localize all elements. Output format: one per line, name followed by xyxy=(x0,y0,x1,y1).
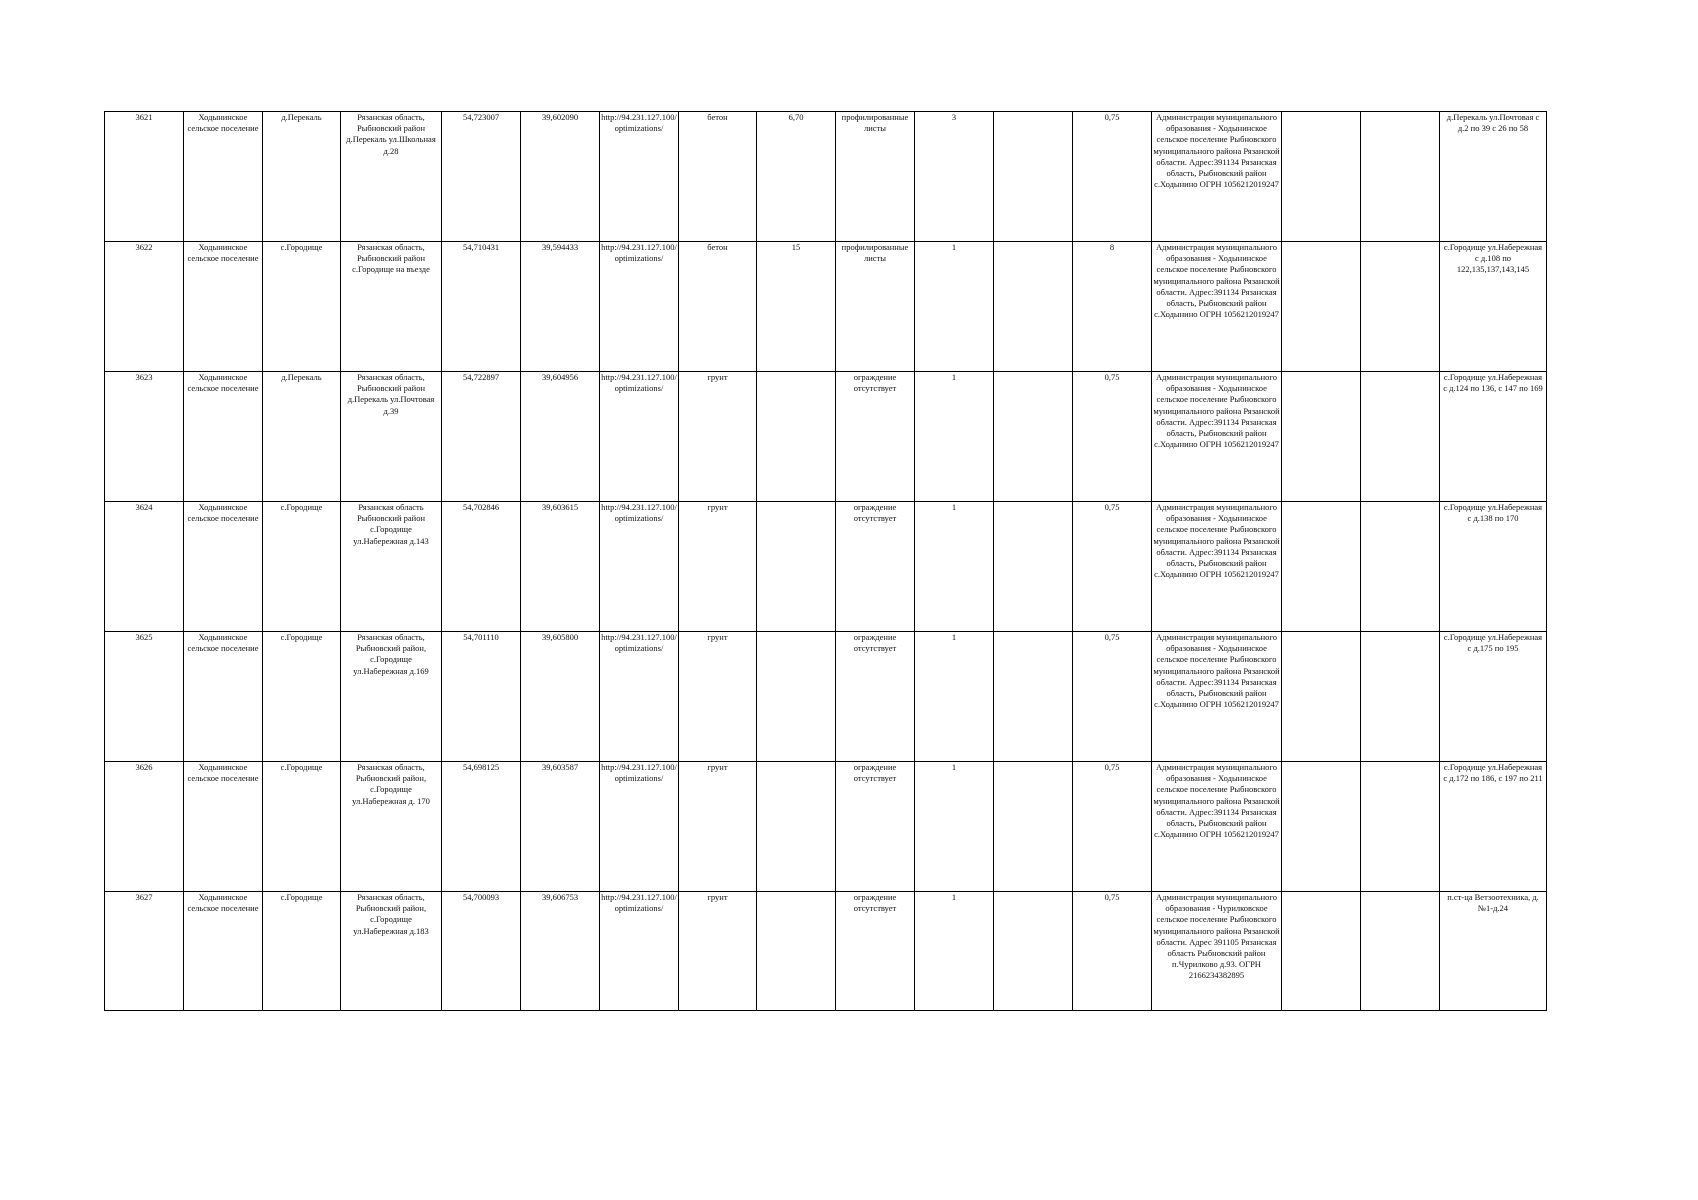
cell-area: 15 xyxy=(757,242,836,372)
cell-address: Рязанская область, Рыбновский район, с.Городище ул.Набережная д.183 xyxy=(341,892,442,1011)
cell-volume: 0,75 xyxy=(1073,372,1152,502)
waste-sites-table xyxy=(104,111,1547,1011)
cell-number: 3627 xyxy=(105,892,184,1011)
cell-latitude: 54,710431 xyxy=(442,242,521,372)
cell-longitude: 39,603615 xyxy=(521,502,600,632)
cell-fence: профилированные листы xyxy=(836,242,915,372)
cell-locality: с.Городище xyxy=(263,242,341,372)
cell-fence: профилированные листы xyxy=(836,112,915,242)
cell-number: 3625 xyxy=(105,632,184,762)
cell-owner: Администрация муниципального образования - Ходынинское сельское поселение Рыбновского муниципального района Рязанской области. Адрес:391134 Рязанская область, Рыбновский район с.Ходынино ОГРН 1056212019247 xyxy=(1152,242,1282,372)
cell-number: 3622 xyxy=(105,242,184,372)
cell-settlement: Ходынинское сельское поселение xyxy=(184,372,263,502)
cell-volume: 0,75 xyxy=(1073,892,1152,1011)
cell-latitude: 54,722897 xyxy=(442,372,521,502)
cell-surface: бетон xyxy=(679,242,757,372)
cell-fence: ограждение отсутствует xyxy=(836,502,915,632)
cell-surface: бетон xyxy=(679,112,757,242)
cell-locality: с.Городище xyxy=(263,502,341,632)
table-row xyxy=(105,762,1547,892)
cell-locality: с.Городище xyxy=(263,632,341,762)
cell-sources: д.Перекаль ул.Почтовая с д.2 по 39 с 26 по 58 xyxy=(1440,112,1547,242)
cell-sources: п.ст-ца Ветзоотехника, д.№1-д.24 xyxy=(1440,892,1547,1011)
cell-locality: д.Перекаль xyxy=(263,112,341,242)
cell-latitude: 54,698125 xyxy=(442,762,521,892)
table-row xyxy=(105,502,1547,632)
cell-number: 3621 xyxy=(105,112,184,242)
cell-number: 3626 xyxy=(105,762,184,892)
cell-planned xyxy=(994,892,1073,1011)
cell-extra-2 xyxy=(1361,112,1440,242)
cell-longitude: 39,602090 xyxy=(521,112,600,242)
cell-area xyxy=(757,632,836,762)
cell-extra-2 xyxy=(1361,372,1440,502)
cell-planned xyxy=(994,242,1073,372)
cell-sources: с.Городище ул.Набережная с д.124 по 136, с 147 по 169 xyxy=(1440,372,1547,502)
cell-planned xyxy=(994,502,1073,632)
cell-owner: Администрация муниципального образования - Ходынинское сельское поселение Рыбновского муниципального района Рязанской области. Адрес:391134 Рязанская область, Рыбновский район с.Ходынино ОГРН 1056212019247 xyxy=(1152,632,1282,762)
cell-latitude: 54,723007 xyxy=(442,112,521,242)
cell-containers: 1 xyxy=(915,762,994,892)
cell-containers: 1 xyxy=(915,632,994,762)
cell-area xyxy=(757,502,836,632)
cell-locality: с.Городище xyxy=(263,762,341,892)
cell-url-link[interactable]: http://94.231.127.100/optimizations/ xyxy=(600,632,679,762)
cell-url-link[interactable]: http://94.231.127.100/optimizations/ xyxy=(600,372,679,502)
cell-address: Рязанская область, Рыбновский район, с.Городище ул.Набережная д. 170 xyxy=(341,762,442,892)
cell-settlement: Ходынинское сельское поселение xyxy=(184,242,263,372)
cell-address: Рязанская область, Рыбновский район д.Перекаль ул.Школьная д.28 xyxy=(341,112,442,242)
cell-extra-2 xyxy=(1361,632,1440,762)
cell-area xyxy=(757,372,836,502)
cell-owner: Администрация муниципального образования - Ходынинское сельское поселение Рыбновского муниципального района Рязанской области. Адрес:391134 Рязанская область, Рыбновский район с.Ходынино ОГРН 1056212019247 xyxy=(1152,502,1282,632)
cell-area xyxy=(757,892,836,1011)
cell-settlement: Ходынинское сельское поселение xyxy=(184,632,263,762)
cell-surface: грунт xyxy=(679,502,757,632)
cell-volume: 0,75 xyxy=(1073,112,1152,242)
cell-containers: 1 xyxy=(915,892,994,1011)
cell-number: 3623 xyxy=(105,372,184,502)
cell-extra-2 xyxy=(1361,892,1440,1011)
cell-extra-1 xyxy=(1282,372,1361,502)
cell-volume: 0,75 xyxy=(1073,632,1152,762)
cell-planned xyxy=(994,762,1073,892)
cell-locality: д.Перекаль xyxy=(263,372,341,502)
cell-longitude: 39,606753 xyxy=(521,892,600,1011)
cell-settlement: Ходынинское сельское поселение xyxy=(184,112,263,242)
cell-volume: 0,75 xyxy=(1073,762,1152,892)
cell-address: Рязанская область, Рыбновский район с.Городище на въезде xyxy=(341,242,442,372)
cell-longitude: 39,594433 xyxy=(521,242,600,372)
table-row xyxy=(105,112,1547,242)
cell-sources: с.Городище ул.Набережная с д.175 по 195 xyxy=(1440,632,1547,762)
cell-settlement: Ходынинское сельское поселение xyxy=(184,892,263,1011)
cell-containers: 1 xyxy=(915,242,994,372)
cell-owner: Администрация муниципального образования - Ходынинское сельское поселение Рыбновского муниципального района Рязанской области. Адрес:391134 Рязанская область, Рыбновский район с.Ходынино ОГРН 1056212019247 xyxy=(1152,762,1282,892)
cell-sources: с.Городище ул.Набережная с д.138 по 170 xyxy=(1440,502,1547,632)
table-row xyxy=(105,372,1547,502)
cell-fence: ограждение отсутствует xyxy=(836,632,915,762)
cell-planned xyxy=(994,632,1073,762)
cell-extra-1 xyxy=(1282,632,1361,762)
cell-extra-1 xyxy=(1282,762,1361,892)
cell-extra-2 xyxy=(1361,502,1440,632)
cell-owner: Администрация муниципального образования - Ходынинское сельское поселение Рыбновского муниципального района Рязанской области. Адрес:391134 Рязанская область, Рыбновский район с.Ходынино ОГРН 1056212019247 xyxy=(1152,112,1282,242)
cell-latitude: 54,701110 xyxy=(442,632,521,762)
cell-url-link[interactable]: http://94.231.127.100/optimizations/ xyxy=(600,892,679,1011)
cell-surface: грунт xyxy=(679,892,757,1011)
cell-longitude: 39,603587 xyxy=(521,762,600,892)
cell-extra-1 xyxy=(1282,502,1361,632)
cell-locality: с.Городище xyxy=(263,892,341,1011)
cell-owner: Администрация муниципального образования - Ходынинское сельское поселение Рыбновского муниципального района Рязанской области. Адрес:391134 Рязанская область, Рыбновский район с.Ходынино ОГРН 1056212019247 xyxy=(1152,372,1282,502)
cell-url-link[interactable]: http://94.231.127.100/optimizations/ xyxy=(600,502,679,632)
cell-owner: Администрация муниципального образования - Чурилковское сельское поселение Рыбновского муниципального района Рязанской области. Адрес 391105 Рязанская область Рыбновский район п.Чурилково д.93. ОГРН 2166234382895 xyxy=(1152,892,1282,1011)
cell-containers: 3 xyxy=(915,112,994,242)
cell-area: 6,70 xyxy=(757,112,836,242)
cell-surface: грунт xyxy=(679,762,757,892)
cell-longitude: 39,604956 xyxy=(521,372,600,502)
cell-surface: грунт xyxy=(679,372,757,502)
cell-settlement: Ходынинское сельское поселение xyxy=(184,502,263,632)
cell-area xyxy=(757,762,836,892)
table-body xyxy=(105,112,1547,1011)
table-row xyxy=(105,242,1547,372)
cell-planned xyxy=(994,112,1073,242)
cell-fence: ограждение отсутствует xyxy=(836,372,915,502)
cell-extra-1 xyxy=(1282,242,1361,372)
table-row xyxy=(105,632,1547,762)
cell-fence: ограждение отсутствует xyxy=(836,892,915,1011)
cell-longitude: 39,605800 xyxy=(521,632,600,762)
cell-surface: грунт xyxy=(679,632,757,762)
table-row xyxy=(105,892,1547,1011)
cell-latitude: 54,700093 xyxy=(442,892,521,1011)
cell-number: 3624 xyxy=(105,502,184,632)
cell-url-link[interactable]: http://94.231.127.100/optimizations/ xyxy=(600,112,679,242)
cell-extra-1 xyxy=(1282,112,1361,242)
cell-containers: 1 xyxy=(915,502,994,632)
cell-address: Рязанская область, Рыбновский район, с.Городище ул.Набережная д.169 xyxy=(341,632,442,762)
cell-extra-2 xyxy=(1361,242,1440,372)
cell-url-link[interactable]: http://94.231.127.100/optimizations/ xyxy=(600,242,679,372)
cell-volume: 0,75 xyxy=(1073,502,1152,632)
cell-url-link[interactable]: http://94.231.127.100/optimizations/ xyxy=(600,762,679,892)
cell-settlement: Ходынинское сельское поселение xyxy=(184,762,263,892)
cell-volume: 8 xyxy=(1073,242,1152,372)
cell-address: Рязанская область Рыбновский район с.Городище ул.Набережная д.143 xyxy=(341,502,442,632)
cell-extra-2 xyxy=(1361,762,1440,892)
cell-sources: с.Городище ул.Набережная с д.172 по 186, с 197 по 211 xyxy=(1440,762,1547,892)
cell-address: Рязанская область, Рыбновский район д.Перекаль ул.Почтовая д.39 xyxy=(341,372,442,502)
cell-containers: 1 xyxy=(915,372,994,502)
cell-sources: с.Городище ул.Набережная с д.108 по 122,135,137,143,145 xyxy=(1440,242,1547,372)
cell-extra-1 xyxy=(1282,892,1361,1011)
cell-planned xyxy=(994,372,1073,502)
cell-fence: ограждение отсутствует xyxy=(836,762,915,892)
cell-latitude: 54,702846 xyxy=(442,502,521,632)
